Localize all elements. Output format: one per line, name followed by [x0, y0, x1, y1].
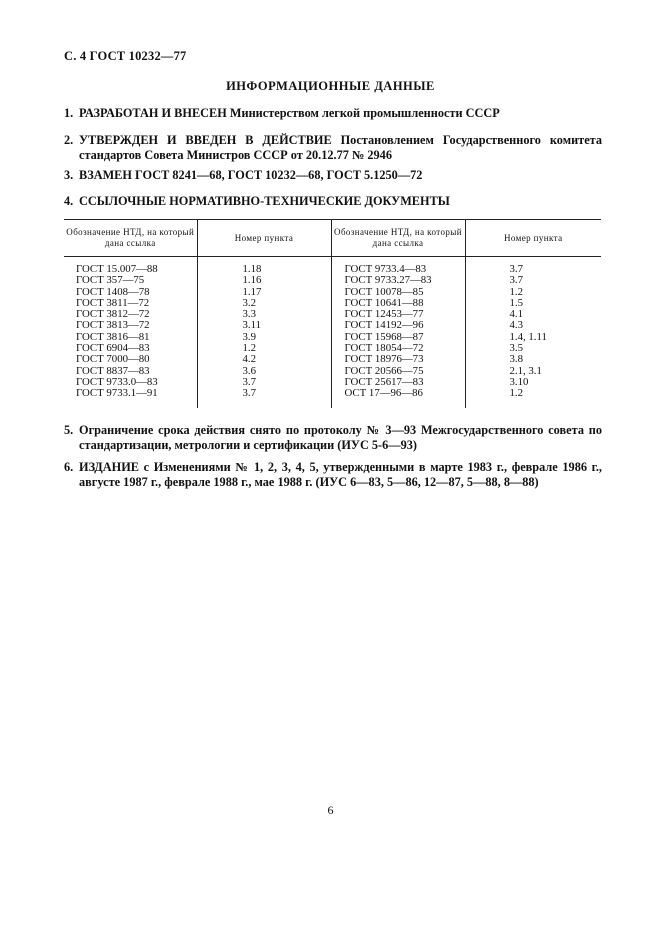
table-cell-document: ГОСТ 14192—96 — [331, 320, 465, 331]
table-cell-clause: 1.16 — [197, 275, 331, 286]
table-cell-clause: 3.10 — [465, 377, 601, 388]
table-cell-document: ГОСТ 9733.4—83 — [331, 257, 465, 276]
table-cell-clause: 4.1 — [465, 309, 601, 320]
table-cell-clause: 3.6 — [197, 366, 331, 377]
item-text: с Изменениями № 1, 2, 3, 4, 5, утвержденными в марте 1983 г., феврале 1986 г., августе 1987 г., феврале 1988 г., мае 1988 г. (ИУС 6—83, 5—86, 12—87, 5—88, 8—88) — [79, 460, 602, 489]
table-row — [64, 388, 601, 407]
table-row — [64, 275, 601, 286]
table-cell-document: ГОСТ 9733.1—91 — [76, 387, 158, 400]
table-cell-clause: 3.5 — [465, 343, 601, 354]
table-cell-document: ГОСТ 1408—78 — [76, 285, 150, 298]
page-number: 6 — [327, 803, 334, 817]
normative-references-table — [64, 219, 601, 399]
item-lead: РАЗРАБОТАН И ВНЕСЕН — [79, 106, 227, 120]
table-cell-document: ГОСТ 9733.0—83 — [76, 375, 158, 388]
item-number: 3. — [64, 168, 74, 182]
info-item-5 — [64, 423, 602, 453]
table-cell-document: ГОСТ 3811—72 — [76, 296, 150, 309]
table-cell-document: ГОСТ 3813—72 — [76, 319, 150, 332]
item-number: 2. — [64, 133, 74, 147]
table-row — [64, 257, 601, 276]
table-cell-document: ГОСТ 357—75 — [76, 274, 145, 287]
item-lead: ВЗАМЕН ГОСТ 8241—68, ГОСТ 10232—68, ГОСТ 5.1250—72 — [79, 168, 423, 182]
table-cell-clause: 1.2 — [465, 287, 601, 298]
table-cell-clause: 1.2 — [197, 343, 331, 354]
table-cell-document: ГОСТ 12453—77 — [331, 309, 465, 320]
table-cell-clause: 4.2 — [197, 354, 331, 365]
table-cell-clause: 1.5 — [465, 298, 601, 309]
info-item-3 — [64, 168, 602, 183]
item-number: 5. — [64, 423, 74, 437]
table-header-row — [64, 220, 601, 257]
column-header-clause: Номер пункта — [465, 220, 601, 257]
table-cell-clause: 2.1, 3.1 — [465, 366, 601, 377]
table-cell-clause: 3.8 — [465, 354, 601, 365]
table-cell-clause: 3.3 — [197, 309, 331, 320]
table-cell-document: ГОСТ 3816—81 — [76, 330, 150, 343]
column-header-clause: Номер пункта — [197, 220, 331, 257]
table-cell-clause: 1.4, 1.11 — [465, 332, 601, 343]
table-cell-document: ГОСТ 18054—72 — [331, 343, 465, 354]
page-title: ИНФОРМАЦИОННЫЕ ДАННЫЕ — [226, 79, 435, 93]
table-cell-document: ГОСТ 15968—87 — [331, 332, 465, 343]
item-text: Ограничение срока действия снято по протоколу № 3—93 Межгосударственного совета по стандартизации, метрологии и сертификации (ИУС 5-6—93) — [79, 423, 602, 452]
item-number: 1. — [64, 106, 74, 120]
table-cell-clause: 1.2 — [465, 388, 601, 407]
table-cell-clause: 3.9 — [197, 332, 331, 343]
item-lead: УТВЕРЖДЕН И ВВЕДЕН В ДЕЙСТВИЕ — [79, 133, 332, 147]
table-cell-clause: 3.7 — [465, 275, 601, 286]
running-head: С. 4 ГОСТ 10232—77 — [64, 49, 187, 63]
column-header-document: Обозначение НТД, на который дана ссылка — [331, 220, 465, 257]
item-number: 4. — [64, 194, 74, 208]
table-cell-clause: 1.18 — [197, 257, 331, 276]
table-cell-document: ГОСТ 10641—88 — [331, 298, 465, 309]
table-cell-clause: 4.3 — [465, 320, 601, 331]
column-header-document: Обозначение НТД, на который дана ссылка — [64, 220, 197, 257]
table-cell-document: ГОСТ 3812—72 — [76, 308, 150, 321]
item-lead: ИЗДАНИЕ — [79, 460, 139, 474]
table-cell-document: ГОСТ 20566—75 — [331, 366, 465, 377]
table-cell-document: ГОСТ 7000—80 — [76, 353, 150, 366]
item-number: 6. — [64, 460, 74, 474]
info-item-1 — [64, 106, 602, 121]
item-text: Министерством легкой промышленности СССР — [226, 106, 500, 120]
table-cell-document: ГОСТ 10078—85 — [331, 287, 465, 298]
table-row — [64, 354, 601, 365]
table-cell-clause: 3.11 — [197, 320, 331, 331]
info-item-4 — [64, 194, 602, 209]
table-cell-document: ОСТ 17—96—86 — [331, 388, 465, 407]
table-cell-document: ГОСТ 6904—83 — [76, 342, 150, 355]
table-cell-clause: 3.7 — [465, 257, 601, 276]
item-text: Постановлением Государственного комитета стандартов Совета Министров СССР от 20.12.77 № 2946 — [79, 133, 602, 162]
info-item-2 — [64, 133, 602, 163]
item-lead: ССЫЛОЧНЫЕ НОРМАТИВНО-ТЕХНИЧЕСКИЕ ДОКУМЕНТЫ — [79, 194, 450, 208]
table-cell-clause: 3.2 — [197, 298, 331, 309]
table-cell-clause: 1.17 — [197, 287, 331, 298]
table-cell-document: ГОСТ 25617—83 — [331, 377, 465, 388]
info-item-6 — [64, 460, 602, 490]
table-cell-clause: 3.7 — [197, 377, 331, 388]
table-cell-document: ГОСТ 18976—73 — [331, 354, 465, 365]
table-cell-document: ГОСТ 9733.27—83 — [331, 275, 465, 286]
table-cell-document: ГОСТ 8837—83 — [76, 364, 150, 377]
table-cell-document: ГОСТ 15.007—88 — [76, 263, 158, 275]
table-cell-clause: 3.7 — [197, 388, 331, 407]
